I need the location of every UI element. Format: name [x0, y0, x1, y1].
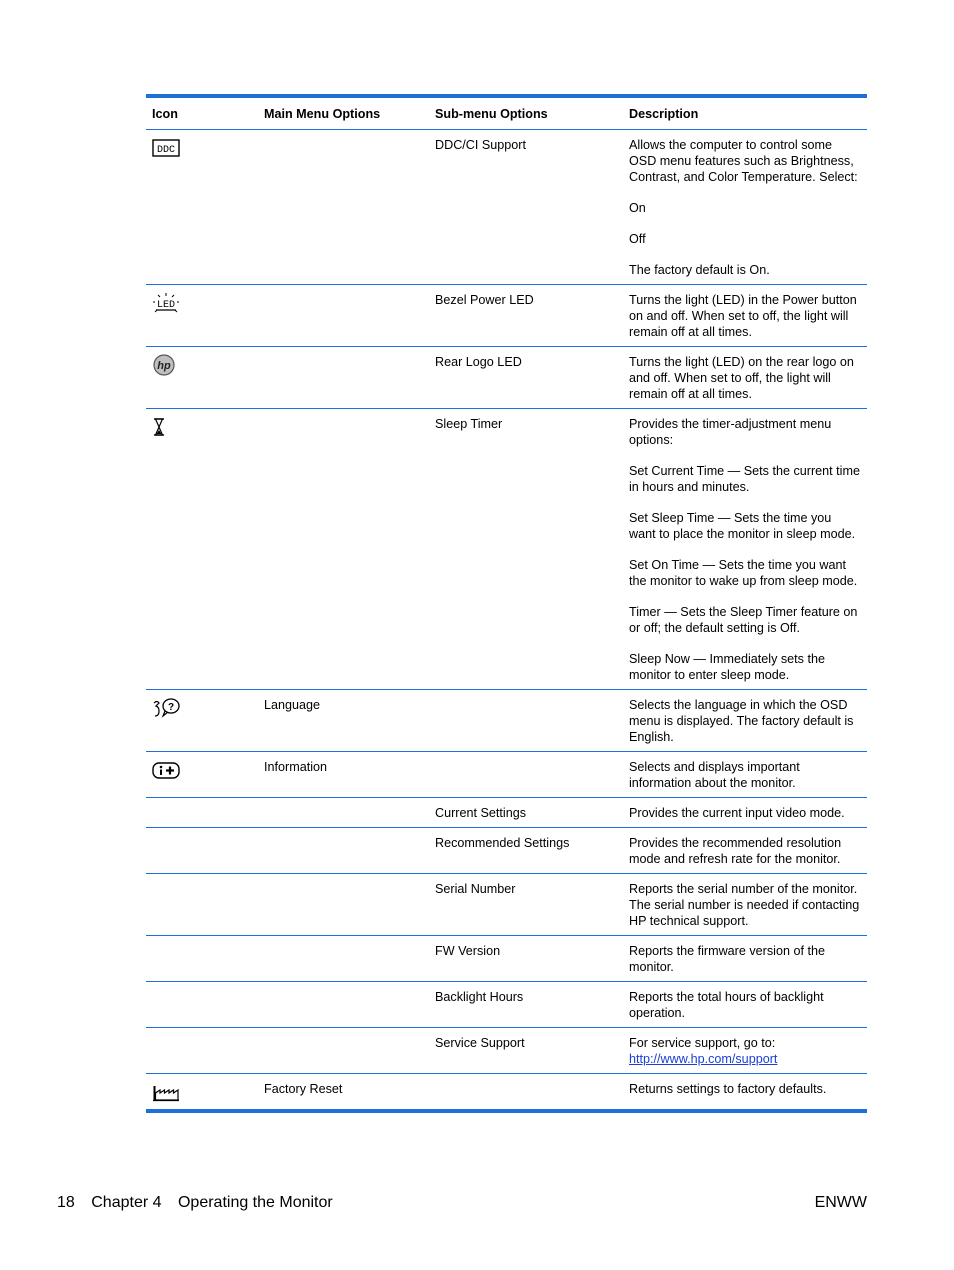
description-cell: [623, 1028, 867, 1074]
page-number: 18: [57, 1194, 75, 1211]
page-footer-right: ENWW: [814, 1194, 867, 1211]
table-row: [146, 982, 867, 1028]
icon-cell: [146, 982, 258, 1028]
sub-menu-cell: Current Settings: [429, 798, 623, 828]
description-paragraph: Sleep Now — Immediately sets the monitor to enter sleep mode.: [629, 652, 825, 682]
table-header-row: [146, 96, 867, 130]
sub-menu-cell: Recommended Settings: [429, 828, 623, 874]
header-main-menu: Main Menu Options: [258, 96, 429, 130]
osd-menu-table: [146, 94, 867, 1113]
description-paragraph: Set Sleep Time — Sets the time you want to place the monitor in sleep mode.: [629, 511, 856, 541]
description-paragraph: Returns settings to factory defaults.: [629, 1082, 827, 1096]
icon-cell: [146, 874, 258, 936]
table-row: [146, 936, 867, 982]
description-paragraph: Selects and displays important information about the monitor.: [629, 760, 800, 790]
table-row: [146, 409, 867, 690]
header-description: Description: [623, 96, 867, 130]
svg-text:hp: hp: [157, 360, 171, 372]
page-footer-left: [57, 1193, 333, 1213]
description-paragraph: Off: [629, 232, 646, 246]
sub-menu-cell: Service Support: [429, 1028, 623, 1074]
table-row: [146, 798, 867, 828]
icon-cell: [146, 347, 258, 409]
description-cell: [623, 798, 867, 828]
description-cell: [623, 690, 867, 752]
main-menu-cell: [258, 409, 429, 690]
information-icon: [152, 759, 180, 781]
description-paragraph: Reports the total hours of backlight operation.: [629, 990, 824, 1020]
sub-menu-cell: Serial Number: [429, 874, 623, 936]
icon-cell: [146, 936, 258, 982]
main-menu-cell: Language: [258, 690, 429, 752]
icon-cell: [146, 752, 258, 798]
header-sub-menu: Sub-menu Options: [429, 96, 623, 130]
sub-menu-cell: [429, 1074, 623, 1112]
svg-text:DDC: DDC: [156, 145, 176, 156]
main-menu-cell: [258, 285, 429, 347]
main-menu-cell: [258, 982, 429, 1028]
table-row: [146, 285, 867, 347]
table-row: [146, 130, 867, 285]
description-paragraph: Turns the light (LED) on the rear logo on and off. When set to off, the light will remain off at all times.: [629, 355, 854, 401]
table-row: [146, 1028, 867, 1074]
table-row: [146, 1074, 867, 1112]
chapter-label: Chapter 4: [91, 1194, 162, 1211]
description-paragraph: Turns the light (LED) in the Power button on and off. When set to off, the light will remain off at all times.: [629, 293, 857, 339]
icon-cell: [146, 409, 258, 690]
main-menu-cell: [258, 828, 429, 874]
table-row: [146, 874, 867, 936]
description-paragraph: Allows the computer to control some OSD menu features such as Brightness, Contrast, and Color Temperature. Select:: [629, 138, 858, 184]
description-paragraph: Provides the recommended resolution mode and refresh rate for the monitor.: [629, 836, 842, 866]
sub-menu-cell: Bezel Power LED: [429, 285, 623, 347]
description-paragraph: Set On Time — Sets the time you want the monitor to wake up from sleep mode.: [629, 558, 858, 588]
svg-text:LED: LED: [156, 300, 176, 311]
sub-menu-cell: DDC/CI Support: [429, 130, 623, 285]
description-cell: [623, 409, 867, 690]
ddc-icon: [152, 137, 180, 159]
sub-menu-cell: Backlight Hours: [429, 982, 623, 1028]
description-cell: [623, 285, 867, 347]
table-row: [146, 347, 867, 409]
sub-menu-cell: FW Version: [429, 936, 623, 982]
description-paragraph: Reports the firmware version of the monitor.: [629, 944, 825, 974]
main-menu-cell: Factory Reset: [264, 1082, 343, 1096]
description-paragraph: Selects the language in which the OSD menu is displayed. The factory default is English.: [629, 698, 854, 744]
icon-cell: [146, 130, 258, 285]
svg-text:?: ?: [167, 702, 175, 713]
table-row: [146, 828, 867, 874]
description-cell: [623, 347, 867, 409]
icon-cell: [146, 1028, 258, 1074]
sub-menu-cell: [429, 690, 623, 752]
icon-cell: [146, 798, 258, 828]
description-cell: [623, 982, 867, 1028]
sub-menu-cell: [429, 752, 623, 798]
description-cell: [623, 874, 867, 936]
sub-menu-cell: Rear Logo LED: [429, 347, 623, 409]
description-paragraph: Reports the serial number of the monitor. The serial number is needed if contacting HP technical support.: [629, 882, 860, 928]
table-body: [146, 130, 867, 1112]
chapter-title: Operating the Monitor: [177, 1194, 333, 1211]
icon-cell: [146, 690, 258, 752]
description-cell: [623, 936, 867, 982]
support-link[interactable]: http://www.hp.com/support: [629, 1052, 778, 1066]
description-paragraph: Set Current Time — Sets the current time in hours and minutes.: [629, 464, 860, 494]
description-paragraph: Timer — Sets the Sleep Timer feature on or off; the default setting is Off.: [629, 605, 858, 635]
main-menu-cell: [258, 936, 429, 982]
main-menu-cell: [258, 130, 429, 285]
icon-cell: [146, 828, 258, 874]
description-cell: [623, 1074, 867, 1112]
led-icon: [152, 292, 180, 314]
description-paragraph: On: [629, 201, 646, 215]
main-menu-cell: [258, 798, 429, 828]
description-cell: [623, 752, 867, 798]
table-row: [146, 690, 867, 752]
main-menu-cell: [258, 874, 429, 936]
header-icon: Icon: [146, 96, 258, 130]
icon-cell: [146, 285, 258, 347]
description-paragraph: Provides the timer-adjustment menu options:: [629, 417, 832, 447]
hourglass-icon: [152, 416, 180, 438]
main-menu-cell: [258, 1028, 429, 1074]
icon-cell: [146, 1074, 258, 1112]
table-row: [146, 752, 867, 798]
main-menu-cell: [258, 347, 429, 409]
main-menu-cell: Information: [258, 752, 429, 798]
language-icon: [152, 697, 180, 719]
hp-logo-icon: [152, 354, 180, 376]
description-paragraph: The factory default is On.: [629, 263, 770, 277]
description-text: For service support, go to:: [629, 1036, 776, 1050]
description-cell: [623, 828, 867, 874]
description-cell: [623, 130, 867, 285]
sub-menu-cell: Sleep Timer: [429, 409, 623, 690]
factory-icon: [152, 1081, 180, 1103]
description-paragraph: Provides the current input video mode.: [629, 806, 845, 820]
description-paragraph: [629, 1035, 861, 1067]
